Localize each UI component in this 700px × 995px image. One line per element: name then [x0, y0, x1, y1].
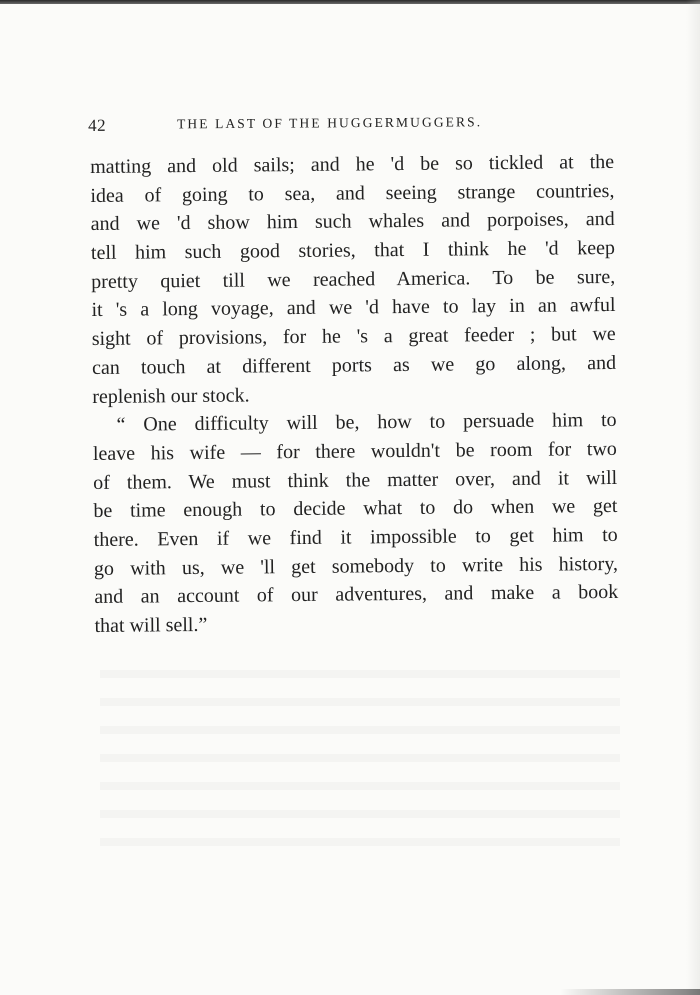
text-line: it 's a long voyage, and we 'd have to lay in an awful	[91, 294, 616, 322]
body-text	[90, 148, 619, 641]
page-header	[88, 112, 608, 138]
paragraph-end-line: that will sell.”	[94, 613, 208, 637]
show-through-bleed	[100, 650, 620, 860]
page-number: 42	[88, 115, 107, 135]
paragraph-end-line: replenish our stock.	[92, 383, 250, 408]
text-line: tell him such good stories, that I think he 'd keep	[90, 237, 616, 265]
text-line: and we 'd show him such whales and porpoises, and	[90, 208, 615, 236]
text-line: of them. We must think the matter over, and it will	[93, 466, 618, 494]
text-line: there. Even if we find it impossible to get him to	[93, 523, 618, 551]
page-corner-shadow	[560, 989, 700, 995]
text-line: be time enough to decide what to do when we get	[93, 495, 618, 523]
text-line: and an account of our adventures, and make a book	[94, 581, 619, 609]
text-line: go with us, we 'll get somebody to write his history,	[93, 552, 619, 580]
text-line: leave his wife — for there wouldn't be room for two	[92, 437, 617, 465]
paragraph-start-line: “ One difficulty will be, how to persuade him to	[116, 409, 617, 436]
text-line: pretty quiet till we reached America. To be sure,	[91, 265, 616, 293]
text-line: idea of going to sea, and seeing strange countries,	[90, 179, 615, 207]
text-line: can touch at different ports as we go along, and	[91, 351, 617, 379]
text-line: matting and old sails; and he 'd be so tickled at the	[90, 150, 615, 178]
text-line: sight of provisions, for he 's a great feeder ; but we	[91, 323, 616, 351]
running-head: THE LAST OF THE HUGGERMUGGERS.	[177, 114, 483, 132]
page-top-edge	[0, 0, 700, 4]
page-right-edge	[686, 0, 700, 995]
